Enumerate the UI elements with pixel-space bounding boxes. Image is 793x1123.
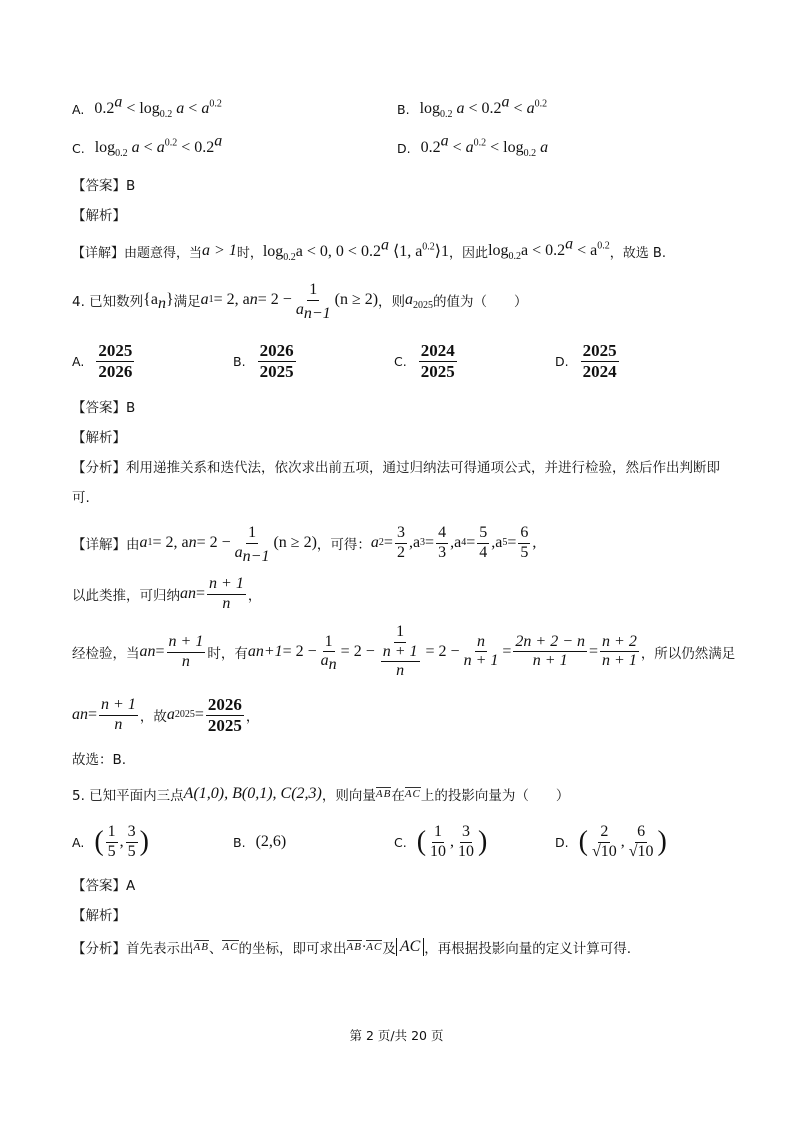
page-footer: 第 2 页/共 20 页 bbox=[349, 1028, 444, 1043]
q4-detail-condition: a 1 = 2, a n = 2 − $\frac{1}{a_{n-1}}$ (n ≥ 2) bbox=[139, 524, 317, 565]
q3-option-a-math: $0.2^a < \log_{0.2} a < a^{0.2}$ bbox=[94, 93, 222, 121]
q4-options bbox=[72, 329, 724, 393]
q4-final-value: a 2025 = $\frac{2026}{2025}$ bbox=[166, 694, 242, 735]
q4-condition: a 1 = 2, a n = 2 − $\frac{1}{a_{n-1}}$ (n ≥ 2) bbox=[200, 281, 379, 322]
q4-option-b[interactable]: B. $\frac{2026}{2025}$ bbox=[233, 340, 294, 381]
q4-check: 经检验，当 a n = $\frac{n + 1}{n}$ 时，有 a n+1 = 2 − $\frac{1}{a_n}$ = 2 − $\frac{1}{\frac{n + 1}{n}}$ = 2 − $\frac{n}{n + 1}$ = $\frac{2n + 2 - n}{n + 1}$ = $\frac{n + 2}{n + 1}$ ，所以仍然满足 bbox=[72, 623, 736, 680]
q3-option-d-math: $0.2^a < a^{0.2} < \log_{0.2} a$ bbox=[420, 132, 549, 160]
q3-options-row-1 bbox=[72, 93, 724, 125]
q4-option-a[interactable]: A. $\frac{2025}{2026}$ bbox=[72, 340, 133, 381]
q3-options-row-2 bbox=[72, 125, 724, 171]
q4-check-derivation: a n+1 = 2 − $\frac{1}{a_n}$ = 2 − $\frac{1}{\frac{n + 1}{n}}$ = 2 − $\frac{n}{n + 1}$ = $\frac{2n + 2 - n}{n + 1}$ = $\frac{n + 2}{n + 1}$ bbox=[247, 623, 637, 680]
q4-fenxi: 【分析】利用递推关系和迭代法，依次求出前五项，通过归纳法可得通项公式，并进行检验，然后作出判断即可. bbox=[72, 460, 720, 506]
q4-first-terms: a 2 = $\frac{3}{2}$ ,a 3 = $\frac{4}{3}$ ,a 4 = $\frac{5}{4}$ ,a 5 = $\frac{6}{5}$ , bbox=[370, 524, 537, 561]
q3-analysis-heading: 【解析】 bbox=[72, 208, 126, 224]
q4-analysis-heading: 【解析】 bbox=[72, 430, 126, 446]
q4-answer: 【答案】B bbox=[72, 400, 136, 416]
vector-ac: AC bbox=[404, 788, 421, 800]
q3-option-c[interactable]: C. $\log_{0.2} a < a^{0.2} < 0.2^a$ bbox=[72, 132, 223, 160]
q4-induction-formula: a n = $\frac{n + 1}{n}$ bbox=[180, 575, 244, 612]
q4-final-formula: a n = $\frac{n + 1}{n}$ bbox=[72, 696, 136, 733]
q4-option-c[interactable]: C. $\frac{2024}{2025}$ bbox=[394, 340, 455, 381]
q5-analysis-heading: 【解析】 bbox=[72, 908, 126, 924]
q4-induction: 以此类推，可归纳 a n = $\frac{n + 1}{n}$ ， bbox=[72, 575, 262, 612]
q5-option-b[interactable]: B. (2,6) bbox=[233, 833, 287, 850]
q5-option-d[interactable]: D. ( $\frac{2}{√10}$ , $\frac{6}{√10}$ ) bbox=[555, 823, 667, 860]
q3-answer: 【答案】B bbox=[72, 178, 136, 194]
q5-answer: 【答案】A bbox=[72, 878, 136, 894]
q3-option-c-math: $\log_{0.2} a < a^{0.2} < 0.2^a$ bbox=[94, 132, 223, 160]
q3-option-b[interactable]: B. $\log_{0.2} a < 0.2^a < a^{0.2}$ bbox=[397, 93, 548, 121]
q4-final: a n = $\frac{n + 1}{n}$ ，故 a 2025 = $\frac{2026}{2025}$ ， bbox=[72, 694, 260, 735]
q3-option-d[interactable]: D. $0.2^a < a^{0.2} < \log_{0.2} a$ bbox=[397, 132, 549, 160]
q5-option-a[interactable]: A. ( $\frac{1}{5}$ , $\frac{3}{5}$ ) bbox=[72, 823, 149, 860]
q4-check-assume: a n = $\frac{n + 1}{n}$ bbox=[139, 633, 204, 670]
q3-detail-math-2: $\log_{0.2}a < 0.2^a < a^{0.2}$ bbox=[488, 235, 610, 263]
q3-option-a[interactable]: A. $0.2^a < \log_{0.2} a < a^{0.2}$ bbox=[72, 93, 222, 121]
page-content bbox=[72, 93, 736, 963]
q5-option-c[interactable]: C. ( $\frac{1}{10}$ , $\frac{3}{10}$ ) bbox=[394, 823, 488, 860]
q5-fenxi: 【分析】 首先表示出 AB 、 AC 的坐标，即可求出 AB · AC 及 AC ，再根据投影向量的定义计算可得. bbox=[72, 938, 632, 957]
vector-ab: AB bbox=[375, 788, 392, 800]
q3-detail-math-1: $\log_{0.2}a < 0$, 0 < 0.2$^a$ ⟨1, $a^{0.2}⟩1$ bbox=[262, 236, 450, 264]
q3-detail: 【详解】 由题意得，当 a > 1 时， $\log_{0.2}a < 0$, 0 < 0.2$^a$ ⟨1, $a^{0.2}⟩1$ ，因此 $\log_{0.2}a < 0.2^a < a^{0.2}$ ，故选 B. bbox=[72, 235, 666, 264]
q4-option-d[interactable]: D. $\frac{2025}{2024}$ bbox=[555, 340, 617, 381]
q4-target: $a_{2025}$ bbox=[405, 291, 434, 312]
q3-option-b-math: $\log_{0.2} a < 0.2^a < a^{0.2}$ bbox=[419, 93, 548, 121]
q5-options bbox=[72, 813, 724, 871]
q5-points: A(1,0), B(0,1), C(2,3) bbox=[183, 785, 322, 802]
q4-sequence: $\{a_n\}$ bbox=[143, 291, 174, 313]
q4-choose: 故选：B. bbox=[72, 752, 127, 768]
q4-detail: 【详解】 由 a 1 = 2, a n = 2 − $\frac{1}{a_{n-1}}$ (n ≥ 2) ，可得： a 2 = $\frac{3}{2}$ ,a 3 = $\frac{4}{3}$ ,a 4 = $\frac{5}{4}$ ,a 5 = $\frac{6}{5}$ , bbox=[72, 524, 537, 565]
q5-question: 5. 已知平面内三点 A(1,0), B(0,1), C(2,3) ，则向量 AB 在 AC 上的投影向量为（ ） bbox=[72, 785, 570, 804]
q4-question: 4. 已知数列 $\{a_n\}$ 满足 a 1 = 2, a n = 2 − $\frac{1}{a_{n-1}}$ (n ≥ 2) ，则 $a_{2025}$ 的值为（ ） bbox=[72, 281, 528, 322]
abs-ac: AC bbox=[396, 938, 424, 956]
